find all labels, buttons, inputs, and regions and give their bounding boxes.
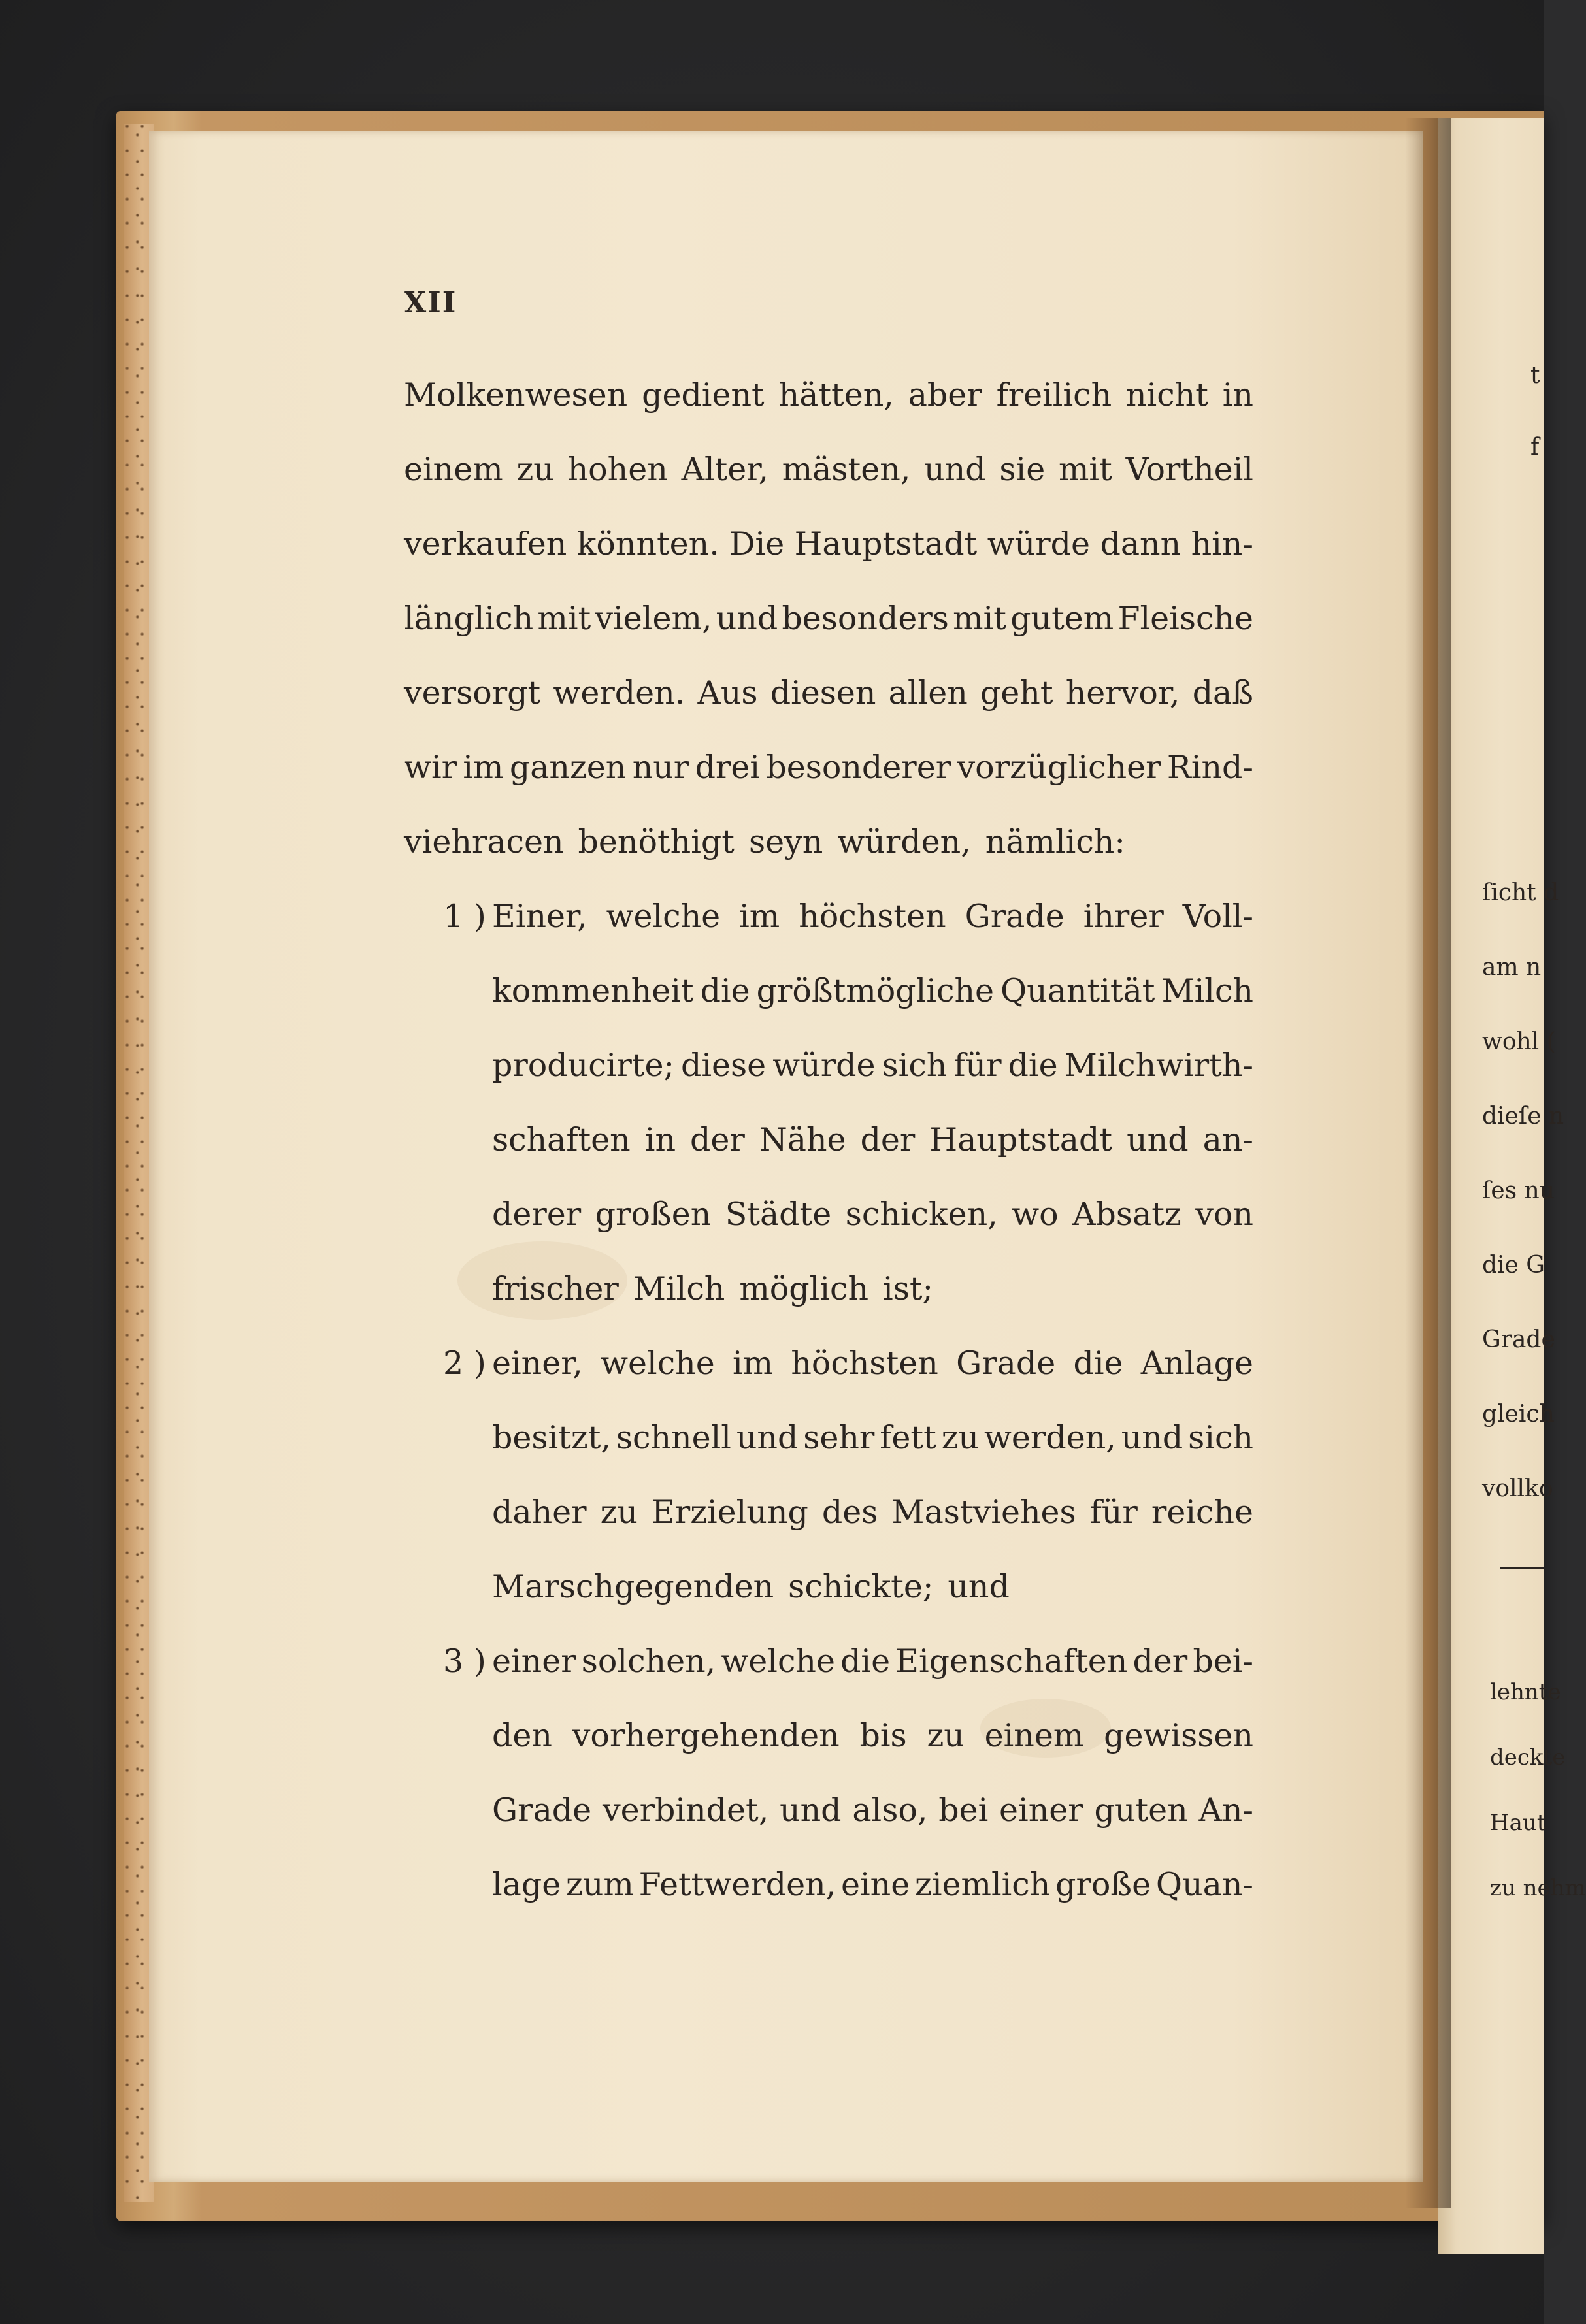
word: und xyxy=(780,1792,842,1829)
text-line xyxy=(492,1554,1253,1629)
word: mit xyxy=(537,600,591,637)
word: aber xyxy=(908,376,982,414)
list-item xyxy=(404,1331,1253,1629)
word: und xyxy=(716,600,778,637)
word: also, xyxy=(852,1792,928,1829)
word: guten xyxy=(1094,1792,1188,1829)
word: sich xyxy=(882,1047,948,1084)
list-item-marker: 2 ) xyxy=(443,1345,486,1382)
word: höchsten xyxy=(791,1345,938,1382)
word: viehracen xyxy=(404,823,564,860)
word: geht xyxy=(980,674,1053,712)
text-line xyxy=(492,1852,1253,1927)
word: große xyxy=(1055,1866,1151,1903)
word: wo xyxy=(1012,1196,1059,1233)
text-line xyxy=(492,1256,1253,1331)
word: lage xyxy=(492,1866,561,1903)
word: Absatz xyxy=(1072,1196,1181,1233)
text-line xyxy=(404,512,1253,586)
right-page-fragment: deckte xyxy=(1490,1744,1566,1771)
word: Erzielung xyxy=(652,1494,808,1531)
word: der xyxy=(860,1121,916,1158)
word: hätten, xyxy=(778,376,894,414)
list-item xyxy=(404,884,1253,1331)
right-page-fragment: vollko xyxy=(1482,1475,1553,1502)
word: Nähe xyxy=(759,1121,846,1158)
word: Die xyxy=(729,525,785,563)
word: die xyxy=(1073,1345,1123,1382)
word: Aus xyxy=(697,674,758,712)
word: höchsten xyxy=(799,898,946,935)
right-page-fragment: dieſe n xyxy=(1482,1103,1564,1130)
word: möglich xyxy=(739,1270,869,1307)
word: hohen xyxy=(567,451,668,488)
text-line xyxy=(492,1778,1253,1852)
word: größtmögliche xyxy=(756,972,995,1009)
word: schickte; xyxy=(788,1568,934,1605)
word: des xyxy=(821,1494,878,1531)
right-page-fragment: lehnte xyxy=(1490,1679,1561,1705)
word: in xyxy=(1222,376,1253,414)
word: vorzüglicher xyxy=(957,749,1161,786)
word: Voll- xyxy=(1182,898,1253,935)
word: freilich xyxy=(996,376,1112,414)
word: welche xyxy=(601,1345,715,1382)
word: sehr xyxy=(803,1419,875,1456)
word: Milch xyxy=(633,1270,725,1307)
word: Milchwirth- xyxy=(1064,1047,1253,1084)
word: bei xyxy=(938,1792,989,1829)
word: würde xyxy=(772,1047,876,1084)
word: vorhergehenden xyxy=(572,1717,840,1754)
list-item-text xyxy=(492,1629,1253,1927)
right-page-lower-fragments xyxy=(1490,1660,1586,1921)
word: im xyxy=(463,749,504,786)
word: den xyxy=(492,1717,552,1754)
right-page-rule xyxy=(1500,1567,1544,1569)
word: einer xyxy=(492,1643,576,1680)
word: versorgt xyxy=(404,674,541,712)
word: einem xyxy=(984,1717,1084,1754)
right-page-fragment: die G xyxy=(1482,1252,1545,1279)
word: werden, xyxy=(983,1419,1116,1456)
list-item-marker: 1 ) xyxy=(443,898,486,935)
text-line xyxy=(492,1107,1253,1182)
word: länglich xyxy=(404,600,534,637)
word: reiche xyxy=(1151,1494,1253,1531)
word: Eigenschaften xyxy=(895,1643,1128,1680)
word: nur xyxy=(632,749,689,786)
right-page-fragment: am n xyxy=(1482,954,1542,981)
word: solchen, xyxy=(581,1643,716,1680)
word: Grade xyxy=(965,898,1065,935)
word: großen xyxy=(595,1196,712,1233)
word: derer xyxy=(492,1196,582,1233)
text-line xyxy=(404,437,1253,512)
word: ganzen xyxy=(509,749,627,786)
word: eine xyxy=(841,1866,910,1903)
word: Rind- xyxy=(1166,749,1253,786)
word: und xyxy=(924,451,986,488)
word: könnten. xyxy=(576,525,719,563)
word: Quan- xyxy=(1155,1866,1253,1903)
word: fett xyxy=(880,1419,936,1456)
word: diese xyxy=(680,1047,767,1084)
word: Mastviehes xyxy=(891,1494,1076,1531)
word: Einer, xyxy=(492,898,587,935)
word: bei- xyxy=(1193,1643,1253,1680)
word: mit xyxy=(953,600,1006,637)
word: ihrer xyxy=(1083,898,1164,935)
text-line xyxy=(404,735,1253,810)
word: von xyxy=(1195,1196,1253,1233)
word: und xyxy=(736,1419,799,1456)
right-page-fragment: t xyxy=(1530,362,1540,389)
word: besonders xyxy=(782,600,949,637)
text-line xyxy=(492,1033,1253,1107)
word: Städte xyxy=(725,1196,832,1233)
word: Milch xyxy=(1161,972,1253,1009)
word: zu xyxy=(516,451,554,488)
word: an- xyxy=(1202,1121,1253,1158)
word: die xyxy=(1008,1047,1058,1084)
word: An- xyxy=(1198,1792,1253,1829)
right-page-fragment: Grade xyxy=(1482,1326,1555,1353)
word: sich xyxy=(1188,1419,1253,1456)
word: verbindet, xyxy=(602,1792,769,1829)
word: vielem, xyxy=(595,600,712,637)
word: schicken, xyxy=(845,1196,998,1233)
word: Hauptstadt xyxy=(794,525,978,563)
word: einem xyxy=(404,451,503,488)
word: drei xyxy=(695,749,761,786)
word: zu xyxy=(600,1494,638,1531)
paragraph xyxy=(404,363,1253,884)
right-page-fragment: ſicht d xyxy=(1482,879,1559,906)
text-line xyxy=(492,884,1253,958)
word: würde xyxy=(987,525,1091,563)
list-item xyxy=(404,1629,1253,1927)
word: Fettwerden, xyxy=(638,1866,836,1903)
word: Alter, xyxy=(681,451,768,488)
list-item-text xyxy=(492,1331,1253,1629)
word: frischer xyxy=(492,1270,619,1307)
word: hervor, xyxy=(1065,674,1180,712)
word: werden. xyxy=(553,674,686,712)
word: seyn xyxy=(748,823,823,860)
word: Quantität xyxy=(1000,972,1155,1009)
list-item-text xyxy=(492,884,1253,1331)
word: kommenheit xyxy=(492,972,694,1009)
word: zum xyxy=(566,1866,634,1903)
word: diesen xyxy=(770,674,876,712)
word: hin- xyxy=(1191,525,1253,563)
numbered-list xyxy=(404,884,1253,1927)
text-line xyxy=(492,1405,1253,1480)
word: nämlich: xyxy=(985,823,1125,860)
word: daher xyxy=(492,1494,587,1531)
text-line xyxy=(492,1480,1253,1554)
right-page-top-marks xyxy=(1530,340,1540,483)
word: welche xyxy=(606,898,721,935)
right-page-fragment: Haut xyxy=(1490,1810,1546,1836)
word: gewissen xyxy=(1104,1717,1253,1754)
word: für xyxy=(953,1047,1002,1084)
word: besonderer xyxy=(766,749,951,786)
text-line xyxy=(492,1703,1253,1778)
word: und xyxy=(948,1568,1010,1605)
word: im xyxy=(732,1345,774,1382)
word: die xyxy=(840,1643,891,1680)
word: verkaufen xyxy=(404,525,567,563)
word: für xyxy=(1089,1494,1138,1531)
page-number: XII xyxy=(404,286,457,319)
right-page-fragment: f xyxy=(1530,434,1540,461)
text-line xyxy=(492,1182,1253,1256)
right-page-fragment: ſes nu xyxy=(1482,1177,1555,1204)
word: Grade xyxy=(956,1345,1056,1382)
right-page-fragment: zu nehm xyxy=(1490,1875,1586,1901)
word: und xyxy=(1127,1121,1189,1158)
word: benöthigt xyxy=(578,823,735,860)
word: wir xyxy=(404,749,457,786)
page-body-text xyxy=(404,363,1253,1927)
word: die xyxy=(700,972,750,1009)
book-gutter-shadow xyxy=(1405,118,1451,2208)
word: einer xyxy=(999,1792,1083,1829)
word: der xyxy=(1132,1643,1188,1680)
word: gedient xyxy=(642,376,765,414)
word: nicht xyxy=(1126,376,1208,414)
word: ziemlich xyxy=(915,1866,1051,1903)
word: einer, xyxy=(492,1345,583,1382)
word: Molkenwesen xyxy=(404,376,628,414)
text-line xyxy=(492,958,1253,1033)
word: welche xyxy=(721,1643,835,1680)
word: Vortheil xyxy=(1125,451,1253,488)
word: besitzt, xyxy=(492,1419,611,1456)
word: Fleische xyxy=(1117,600,1253,637)
text-line xyxy=(404,586,1253,661)
word: Marschgegenden xyxy=(492,1568,774,1605)
word: dann xyxy=(1100,525,1181,563)
list-item-marker: 3 ) xyxy=(443,1643,486,1680)
right-page-fragment: gleich xyxy=(1482,1401,1555,1428)
word: Anlage xyxy=(1140,1345,1253,1382)
right-page-fragment: wohl ( xyxy=(1482,1028,1556,1055)
word: in xyxy=(644,1121,676,1158)
text-line xyxy=(404,363,1253,437)
right-page-text-fragments xyxy=(1482,856,1564,1526)
word: daß xyxy=(1192,674,1253,712)
word: würden, xyxy=(837,823,971,860)
word: und xyxy=(1121,1419,1183,1456)
word: gutem xyxy=(1010,600,1114,637)
word: zu xyxy=(941,1419,980,1456)
text-line xyxy=(492,1331,1253,1405)
text-line xyxy=(492,1629,1253,1703)
text-line xyxy=(404,810,1253,884)
word: im xyxy=(739,898,780,935)
word: ist; xyxy=(883,1270,934,1307)
word: der xyxy=(690,1121,745,1158)
word: Grade xyxy=(492,1792,592,1829)
word: mit xyxy=(1058,451,1112,488)
word: Hauptstadt xyxy=(929,1121,1113,1158)
word: mästen, xyxy=(782,451,911,488)
word: zu xyxy=(927,1717,965,1754)
word: schnell xyxy=(616,1419,731,1456)
text-line xyxy=(404,661,1253,735)
word: sie xyxy=(999,451,1046,488)
word: producirte; xyxy=(492,1047,674,1084)
word: allen xyxy=(888,674,968,712)
word: bis xyxy=(859,1717,907,1754)
word: schaften xyxy=(492,1121,631,1158)
